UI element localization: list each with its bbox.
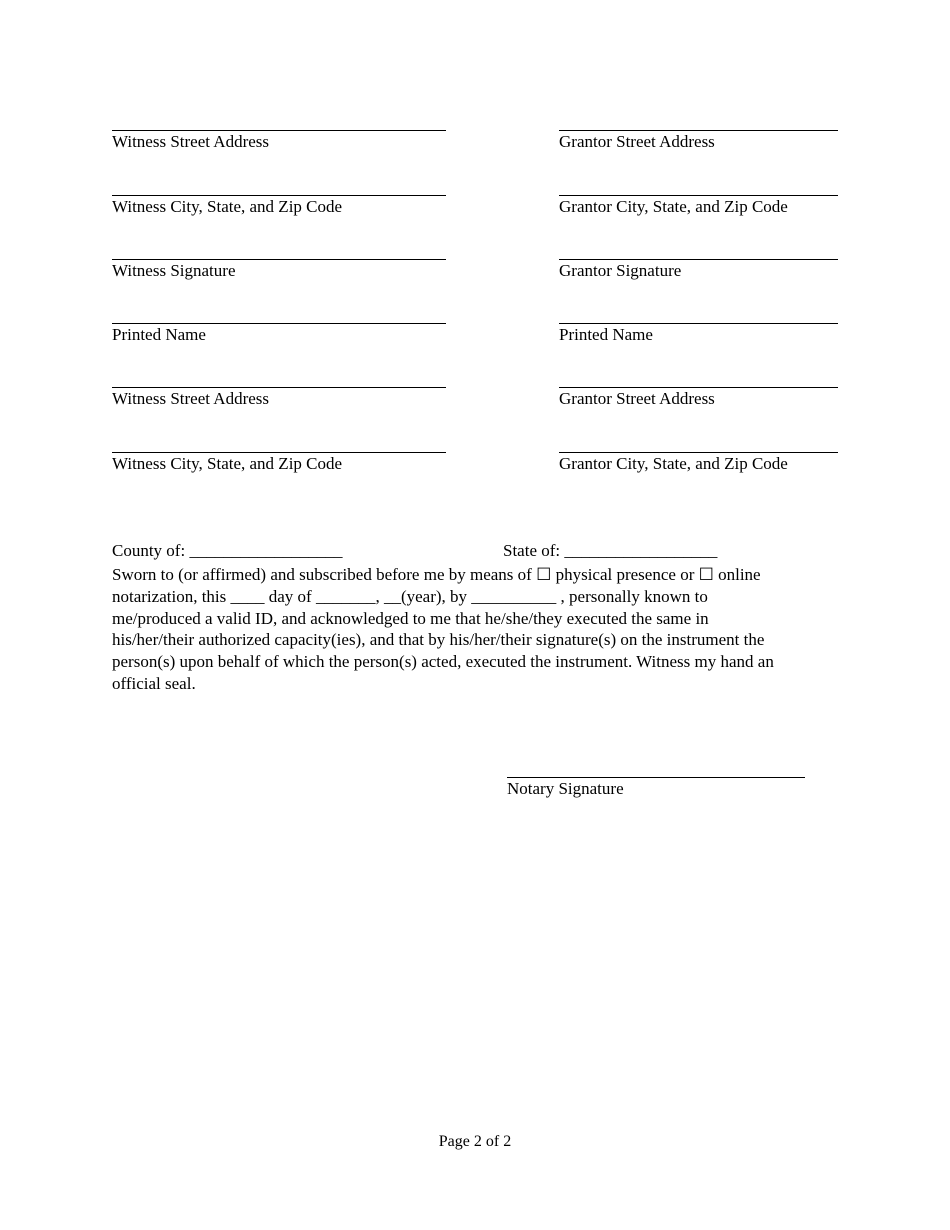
witness-signature-line[interactable]	[112, 259, 446, 260]
witness-city-state-zip-line-2[interactable]	[112, 452, 446, 453]
grantor-printed-name-line[interactable]	[559, 323, 838, 324]
page-number: Page 2 of 2	[438, 1133, 512, 1150]
grantor-city-state-zip-line-2[interactable]	[559, 452, 838, 453]
witness-signature-label: Witness Signature	[112, 261, 236, 280]
grantor-street-address-label-2: Grantor Street Address	[559, 389, 715, 408]
witness-street-address-label-2: Witness Street Address	[112, 389, 270, 408]
notary-acknowledgment-text	[112, 564, 847, 695]
notary-text-line: his/her/their authorized capacity(ies), and that by his/her/their signature(s) on the instrument the	[112, 630, 765, 650]
notary-text-line: person(s) upon behalf of which the person(s) acted, executed the instrument. Witness my hand an	[112, 652, 774, 672]
witness-street-address-label-1: Witness Street Address	[112, 132, 270, 151]
witness-city-state-zip-line-1[interactable]	[112, 195, 446, 196]
grantor-city-state-zip-label-1: Grantor City, State, and Zip Code	[559, 197, 788, 216]
grantor-city-state-zip-line-1[interactable]	[559, 195, 838, 196]
notary-signature-line[interactable]	[507, 777, 805, 778]
witness-street-address-line-1[interactable]	[112, 130, 446, 131]
witness-street-address-line-2[interactable]	[112, 387, 446, 388]
grantor-printed-name-label: Printed Name	[559, 325, 653, 344]
state-field[interactable]: State of: __________________	[503, 541, 718, 560]
notary-text-line: Sworn to (or affirmed) and subscribed before me by means of ☐ physical presence or ☐ online	[112, 565, 761, 584]
notary-text-line: official seal.	[112, 673, 196, 693]
notary-text-line: notarization, this ____ day of _______, __(year), by __________ , personally known to	[112, 586, 708, 606]
witness-city-state-zip-label-1: Witness City, State, and Zip Code	[112, 197, 343, 216]
grantor-signature-line[interactable]	[559, 259, 838, 260]
grantor-signature-label: Grantor Signature	[559, 261, 682, 280]
witness-printed-name-label: Printed Name	[112, 325, 206, 344]
notary-text-line: me/produced a valid ID, and acknowledged to me that he/she/they executed the same in	[112, 608, 709, 628]
grantor-street-address-label-1: Grantor Street Address	[559, 132, 715, 151]
grantor-street-address-line-1[interactable]	[559, 130, 838, 131]
witness-city-state-zip-label-2: Witness City, State, and Zip Code	[112, 454, 343, 473]
grantor-street-address-line-2[interactable]	[559, 387, 838, 388]
county-field[interactable]: County of: __________________	[112, 541, 343, 560]
notary-signature-label: Notary Signature	[507, 779, 624, 798]
grantor-city-state-zip-label-2: Grantor City, State, and Zip Code	[559, 454, 788, 473]
witness-printed-name-line[interactable]	[112, 323, 446, 324]
